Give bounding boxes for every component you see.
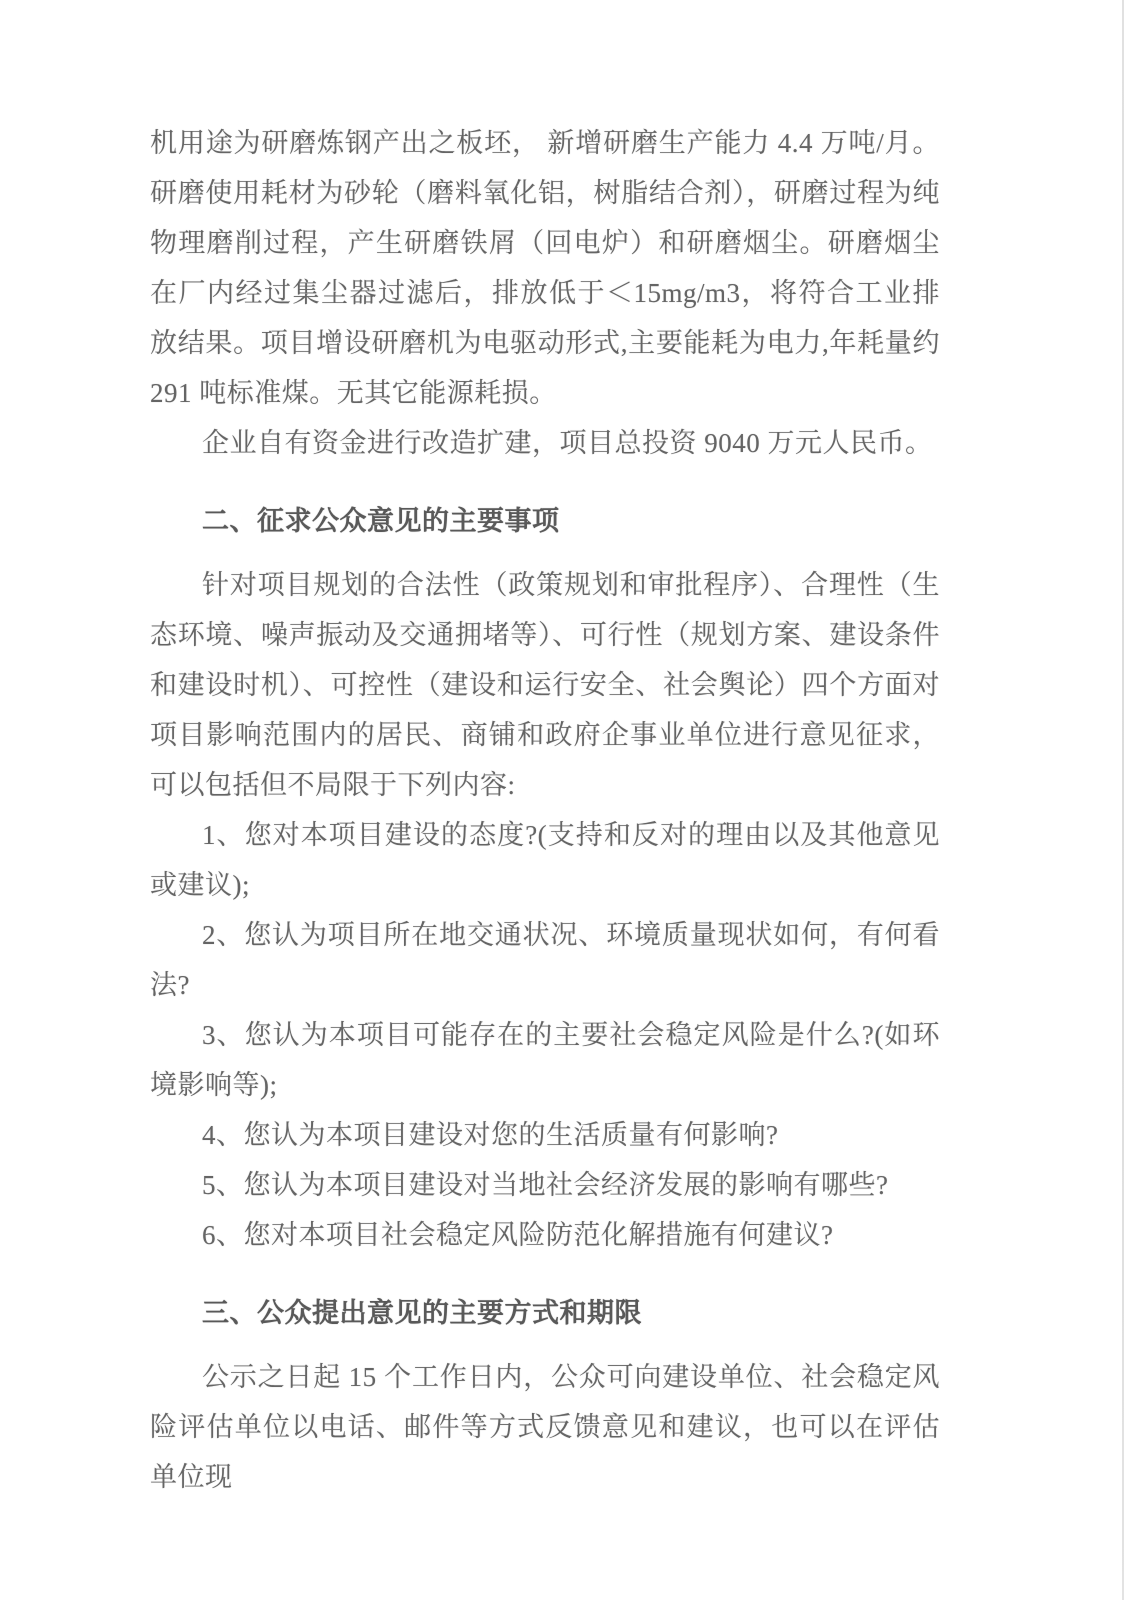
- list-item-1-attitude: 1、您对本项目建设的态度?(支持和反对的理由以及其他意见或建议);: [150, 820, 940, 900]
- paragraph-solicitation-scope: 针对项目规划的合法性（政策规划和审批程序）、合理性（生态环境、噪声振动及交通拥堵等）、可行性（规划方案、建设条件和建设时机）、可控性（建设和运行安全、社会舆论）四个方面对项目影响范围内的居民、商铺和政府企事业单位进行意见征求，可以包括但不局限于下列内容:: [150, 570, 940, 800]
- scan-edge-artifact: [1122, 0, 1124, 1600]
- list-item-3-social-stability-risk: 3、您认为本项目可能存在的主要社会稳定风险是什么?(如环境影响等);: [150, 1020, 940, 1100]
- list-item-4-life-quality-impact: 4、您认为本项目建设对您的生活质量有何影响?: [202, 1120, 779, 1150]
- list-item-2-traffic-environment-status: 2、您认为项目所在地交通状况、环境质量现状如何，有何看法?: [150, 920, 940, 1000]
- paragraph-grinding-process-continued: 机用途为研磨炼钢产出之板坯， 新增研磨生产能力 4.4 万吨/月。研磨使用耗材为砂轮（磨料氧化铝，树脂结合剂），研磨过程为纯物理磨削过程，产生研磨铁屑（回电炉）和研磨烟尘。研磨烟尘在厂内经过集尘器过滤后，排放低于＜15mg/m3，将符合工业排放结果。项目增设研磨机为电驱动形式,主要能耗为电力,年耗量约 291 吨标准煤。无其它能源耗损。: [150, 128, 940, 408]
- list-item-6-risk-mitigation-suggestions: 6、您对本项目社会稳定风险防范化解措施有何建议?: [202, 1220, 834, 1250]
- list-item-5-socioeconomic-impact: 5、您认为本项目建设对当地社会经济发展的影响有哪些?: [202, 1170, 889, 1200]
- paragraph-feedback-channels: 公示之日起 15 个工作日内，公众可向建设单位、社会稳定风险评估单位以电话、邮件等方式反馈意见和建议，也可以在评估单位现: [150, 1362, 940, 1492]
- section-heading-public-opinion-main-items: 二、征求公众意见的主要事项: [202, 506, 560, 536]
- section-heading-feedback-method-deadline: 三、公众提出意见的主要方式和期限: [202, 1298, 642, 1328]
- document-content: [150, 118, 940, 1502]
- paragraph-investment-total: 企业自有资金进行改造扩建，项目总投资 9040 万元人民币。: [202, 428, 933, 458]
